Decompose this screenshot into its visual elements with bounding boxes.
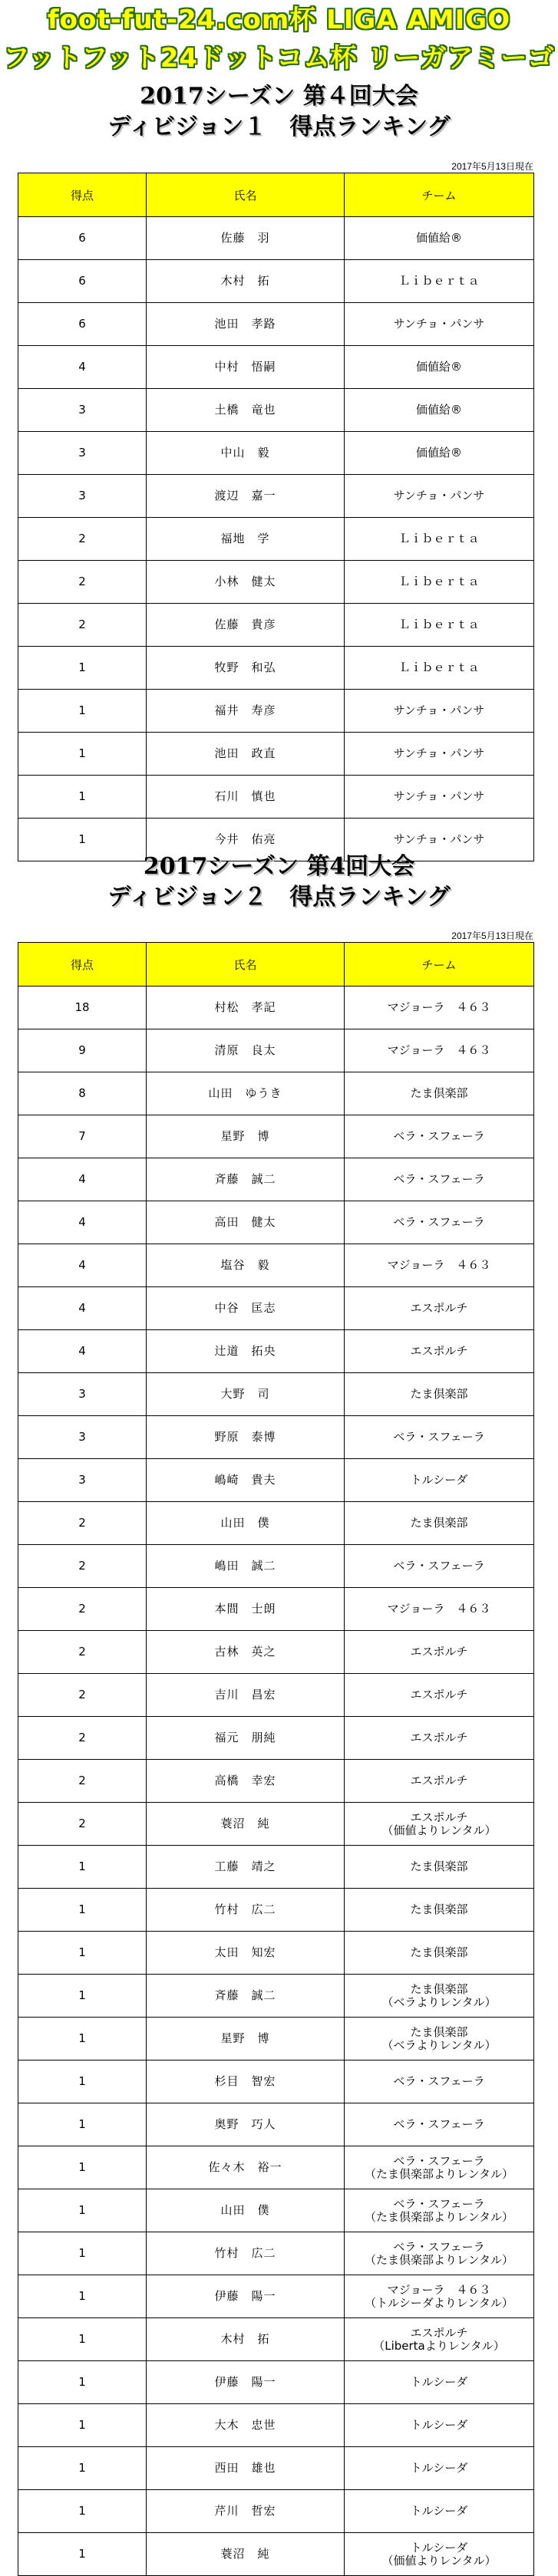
player-name-cell: 蓑沼 純 [147,1803,345,1846]
player-name-cell: 山田 ゆうき [147,1072,345,1115]
score-cell: 1 [18,2361,147,2404]
team-cell: エスポルチ [345,1287,534,1330]
team-cell: エスポルチ （Libertaよりレンタル） [345,2318,534,2361]
score-cell: 3 [18,432,147,475]
player-name-cell: 大木 忠世 [147,2404,345,2447]
player-name-cell: 星野 博 [147,2018,345,2060]
score-cell: 2 [18,1717,147,1760]
score-cell: 3 [18,1373,147,1416]
table-row [18,2404,534,2447]
div1-title-season: 2017シーズン 第４回大会 [140,83,418,110]
div1-ranking-table [18,173,534,861]
table-row [18,1889,534,1932]
score-cell: 4 [18,1330,147,1373]
header-score: 得点 [18,943,147,987]
score-cell: 8 [18,1072,147,1115]
player-name-cell: 中山 毅 [147,432,345,475]
header-score: 得点 [18,173,147,217]
team-cell: エスポルチ [345,1717,534,1760]
score-cell: 1 [18,1975,147,2018]
table-row [18,2060,534,2103]
player-name-cell: 山田 僕 [147,1502,345,1545]
team-cell: 価値給® [345,389,534,432]
player-name-cell: 芹川 哲宏 [147,2490,345,2533]
team-cell: トルシーダ （価値よりレンタル） [345,2533,534,2576]
team-cell: Ｌｉｂｅｒｔａ [345,647,534,690]
header-name: 氏名 [147,943,345,987]
player-name-cell: 牧野 和弘 [147,647,345,690]
player-name-cell: 工藤 靖之 [147,1846,345,1889]
header-team: チーム [345,173,534,217]
score-cell: 2 [18,1760,147,1803]
player-name-cell: 池田 政直 [147,733,345,776]
table-row [18,2232,534,2275]
table-row [18,1330,534,1373]
player-name-cell: 古林 英之 [147,1631,345,1674]
player-name-cell: 清原 良太 [147,1029,345,1072]
team-cell: トルシーダ [345,2447,534,2490]
team-cell: ベラ・スフェーラ [345,1416,534,1459]
score-cell: 1 [18,2146,147,2189]
score-cell: 1 [18,819,147,861]
team-cell: ベラ・スフェーラ [345,2103,534,2146]
player-name-cell: 福井 寿彦 [147,690,345,733]
header-name: 氏名 [147,173,345,217]
score-cell: 2 [18,604,147,647]
table-row [18,1932,534,1975]
score-cell: 4 [18,1244,147,1287]
score-cell: 1 [18,776,147,819]
table-row [18,1072,534,1115]
table-row [18,776,534,819]
player-name-cell: 佐藤 羽 [147,217,345,260]
score-cell: 4 [18,1158,147,1201]
team-cell: マジョーラ ４６３ （トルシーダよりレンタル） [345,2275,534,2318]
player-name-cell: 村松 孝記 [147,987,345,1029]
team-cell: たま倶楽部 [345,1502,534,1545]
player-name-cell: 石川 慎也 [147,776,345,819]
team-cell: 価値給® [345,432,534,475]
score-cell: 1 [18,2318,147,2361]
score-cell: 1 [18,2232,147,2275]
player-name-cell: 中村 悟嗣 [147,346,345,389]
team-cell: サンチョ・パンサ [345,776,534,819]
table-header-row [18,173,534,217]
table-row [18,1588,534,1631]
team-cell: トルシーダ [345,2404,534,2447]
player-name-cell: 星野 博 [147,1115,345,1158]
score-cell: 18 [18,987,147,1029]
player-name-cell: 斉藤 誠二 [147,1158,345,1201]
table-row [18,2447,534,2490]
team-cell: サンチョ・パンサ [345,733,534,776]
team-cell: マジョーラ ４６３ [345,1029,534,1072]
player-name-cell: 斉藤 誠二 [147,1975,345,2018]
header-title-kana: フットフット24ドットコム杯 リーガアミーゴ [3,43,555,74]
player-name-cell: 高橋 幸宏 [147,1760,345,1803]
player-name-cell: 西田 雄也 [147,2447,345,2490]
player-name-cell: 辻道 拓央 [147,1330,345,1373]
team-cell: Ｌｉｂｅｒｔａ [345,561,534,604]
score-cell: 3 [18,1416,147,1459]
score-cell: 4 [18,346,147,389]
score-cell: 1 [18,2103,147,2146]
score-cell: 2 [18,1674,147,1717]
table-row [18,432,534,475]
table-row [18,2189,534,2232]
table-row [18,1201,534,1244]
table-row [18,1803,534,1846]
header-title-latin: foot-fut-24.com杯 LIGA AMIGO [47,5,511,35]
player-name-cell: 福元 朋純 [147,1717,345,1760]
table-row [18,2533,534,2576]
team-cell: ベラ・スフェーラ [345,1158,534,1201]
team-cell: Ｌｉｂｅｒｔａ [345,518,534,561]
player-name-cell: 山田 僕 [147,2189,345,2232]
table-row [18,389,534,432]
table-row [18,1846,534,1889]
score-cell: 1 [18,2189,147,2232]
table-row [18,1287,534,1330]
player-name-cell: 杉目 智宏 [147,2060,345,2103]
player-name-cell: 蓑沼 純 [147,2533,345,2576]
team-cell: マジョーラ ４６３ [345,1244,534,1287]
score-cell: 1 [18,733,147,776]
player-name-cell: 本間 士朗 [147,1588,345,1631]
player-name-cell: 奥野 巧人 [147,2103,345,2146]
team-cell: たま倶楽部 [345,1072,534,1115]
score-cell: 1 [18,690,147,733]
player-name-cell: 中谷 匡志 [147,1287,345,1330]
score-cell: 7 [18,1115,147,1158]
score-cell: 1 [18,1889,147,1932]
table-row [18,2361,534,2404]
player-name-cell: 竹村 広二 [147,1889,345,1932]
player-name-cell: 塩谷 毅 [147,1244,345,1287]
player-name-cell: 佐藤 貴彦 [147,604,345,647]
team-cell: 価値給® [345,346,534,389]
table-row [18,1975,534,2018]
table-row [18,1545,534,1588]
score-cell: 1 [18,647,147,690]
score-cell: 2 [18,1545,147,1588]
score-cell: 3 [18,475,147,518]
team-cell: ベラ・スフェーラ [345,1115,534,1158]
score-cell: 3 [18,1459,147,1502]
score-cell: 6 [18,303,147,346]
table-row [18,733,534,776]
score-cell: 2 [18,1502,147,1545]
score-cell: 1 [18,2490,147,2533]
score-cell: 4 [18,1201,147,1244]
table-row [18,1760,534,1803]
score-cell: 1 [18,2447,147,2490]
player-name-cell: 大野 司 [147,1373,345,1416]
table-row [18,2146,534,2189]
team-cell: ベラ・スフェーラ [345,2060,534,2103]
player-name-cell: 嶋崎 貴夫 [147,1459,345,1502]
score-cell: 1 [18,2060,147,2103]
team-cell: トルシーダ [345,2490,534,2533]
table-row [18,690,534,733]
score-cell: 1 [18,2533,147,2576]
team-cell: たま倶楽部 [345,1846,534,1889]
team-cell: たま倶楽部 [345,1932,534,1975]
player-name-cell: 高田 健太 [147,1201,345,1244]
player-name-cell: 木村 拓 [147,2318,345,2361]
team-cell: たま倶楽部 [345,1889,534,1932]
table-row [18,518,534,561]
table-row [18,260,534,303]
table-row [18,2103,534,2146]
table-row [18,346,534,389]
team-cell: ベラ・スフェーラ （たま倶楽部よりレンタル） [345,2189,534,2232]
player-name-cell: 太田 知宏 [147,1932,345,1975]
table-row [18,1416,534,1459]
table-row [18,1029,534,1072]
player-name-cell: 伊藤 陽一 [147,2361,345,2404]
table-row [18,647,534,690]
div2-title-season: 2017シーズン 第4回大会 [143,853,415,880]
score-cell: 1 [18,2275,147,2318]
table-row [18,217,534,260]
score-cell: 2 [18,561,147,604]
player-name-cell: 竹村 広二 [147,2232,345,2275]
div1-title-ranking: ディビジョン１ 得点ランキング [107,114,451,140]
div2-as-of-date: 2017年5月13日現在 [451,931,533,941]
table-row [18,1373,534,1416]
team-cell: 価値給® [345,217,534,260]
table-row [18,561,534,604]
player-name-cell: 渡辺 嘉一 [147,475,345,518]
team-cell: サンチョ・パンサ [345,690,534,733]
team-cell: サンチョ・パンサ [345,303,534,346]
table-row [18,475,534,518]
player-name-cell: 福地 学 [147,518,345,561]
team-cell: ベラ・スフェーラ （たま倶楽部よりレンタル） [345,2146,534,2189]
team-cell: エスポルチ [345,1330,534,1373]
team-cell: サンチョ・パンサ [345,475,534,518]
team-cell: マジョーラ ４６３ [345,987,534,1029]
score-cell: 2 [18,518,147,561]
team-cell: エスポルチ [345,1631,534,1674]
team-cell: ベラ・スフェーラ （たま倶楽部よりレンタル） [345,2232,534,2275]
score-cell: 2 [18,1588,147,1631]
team-cell: たま倶楽部 （ベラよりレンタル） [345,2018,534,2060]
team-cell: たま倶楽部 （ベラよりレンタル） [345,1975,534,2018]
team-cell: Ｌｉｂｅｒｔａ [345,604,534,647]
score-cell: 2 [18,1803,147,1846]
team-cell: ベラ・スフェーラ [345,1201,534,1244]
player-name-cell: 嶋田 誠二 [147,1545,345,1588]
team-cell: エスポルチ （価値よりレンタル） [345,1803,534,1846]
team-cell: たま倶楽部 [345,1373,534,1416]
score-cell: 4 [18,1287,147,1330]
table-header-row [18,943,534,987]
table-row [18,1244,534,1287]
player-name-cell: 池田 孝路 [147,303,345,346]
div1-as-of-date: 2017年5月13日現在 [451,161,533,172]
player-name-cell: 野原 泰博 [147,1416,345,1459]
table-row [18,1674,534,1717]
score-cell: 1 [18,2404,147,2447]
score-cell: 3 [18,389,147,432]
team-cell: マジョーラ ４６３ [345,1588,534,1631]
table-row [18,2275,534,2318]
player-name-cell: 小林 健太 [147,561,345,604]
score-cell: 6 [18,217,147,260]
team-cell: トルシーダ [345,1459,534,1502]
player-name-cell: 伊藤 陽一 [147,2275,345,2318]
table-row [18,987,534,1029]
table-row [18,1115,534,1158]
score-cell: 6 [18,260,147,303]
table-row [18,2318,534,2361]
table-row [18,1459,534,1502]
table-row [18,1631,534,1674]
team-cell: エスポルチ [345,1760,534,1803]
player-name-cell: 吉川 昌宏 [147,1674,345,1717]
table-row [18,604,534,647]
score-cell: 1 [18,2018,147,2060]
div2-ranking-table [18,942,534,2576]
score-cell: 9 [18,1029,147,1072]
player-name-cell: 今井 佑亮 [147,819,345,861]
header-team: チーム [345,943,534,987]
team-cell: Ｌｉｂｅｒｔａ [345,260,534,303]
table-row [18,2490,534,2533]
table-row [18,2018,534,2060]
table-row [18,303,534,346]
table-row [18,1502,534,1545]
table-row [18,1158,534,1201]
team-cell: トルシーダ [345,2361,534,2404]
team-cell: エスポルチ [345,1674,534,1717]
div2-title-ranking: ディビジョン２ 得点ランキング [107,884,451,911]
score-cell: 1 [18,1846,147,1889]
team-cell: ベラ・スフェーラ [345,1545,534,1588]
player-name-cell: 土橋 竜也 [147,389,345,432]
table-row [18,1717,534,1760]
team-cell: サンチョ・パンサ [345,819,534,861]
player-name-cell: 佐々木 裕一 [147,2146,345,2189]
score-cell: 2 [18,1631,147,1674]
player-name-cell: 木村 拓 [147,260,345,303]
score-cell: 1 [18,1932,147,1975]
